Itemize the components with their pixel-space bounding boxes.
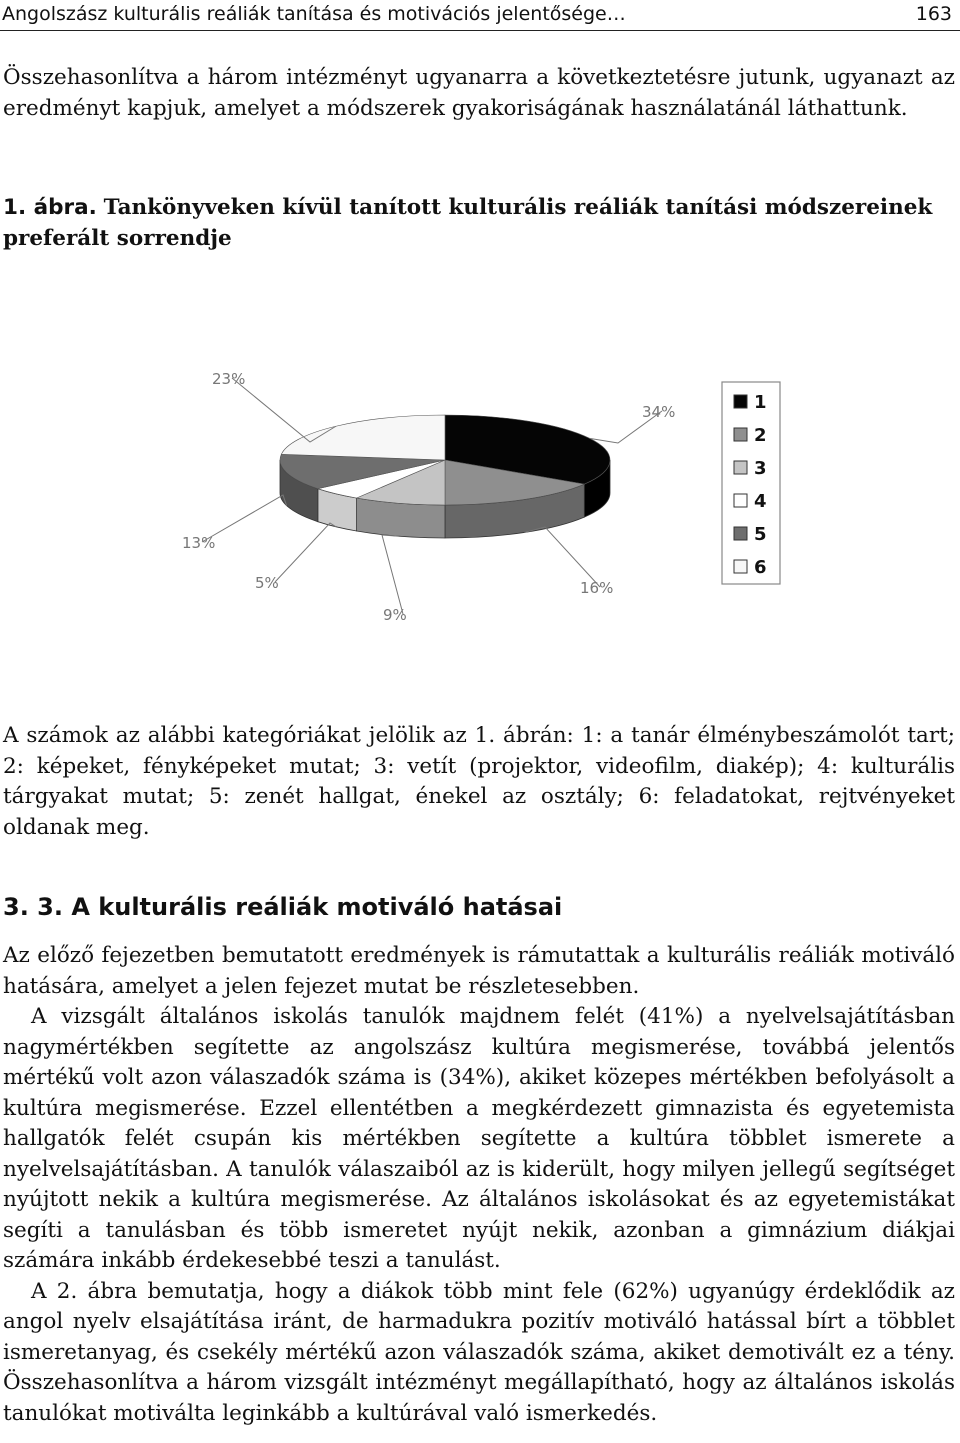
legend-label-6: 6 (754, 557, 767, 578)
figure-note: A számok az alábbi kategóriákat jelölik az 1. ábrán: 1: a tanár élménybeszámolót tart; 2: képeket, fényképeket mutat; 3: vetít (projektor, videofilm, diakép); 4: kulturális tárgyakat mutat; 5: zenét hallgat, énekel az osztály; 6: feladatokat, rejtvényeket oldanak meg. (3, 723, 955, 840)
intro-paragraph: Összehasonlítva a három intézményt ugyanarra a következtetésre jutunk, ugyanazt az eredményt kapjuk, amelyet a módszerek gyakoriságának használatánál láthattunk. (3, 65, 955, 121)
legend-swatch-6 (734, 560, 747, 573)
running-title: Angolszász kulturális reáliák tanítása és motivációs jelentősége… (2, 3, 626, 25)
data-label-5: 13% (182, 534, 216, 552)
pie-chart (160, 355, 800, 635)
page-number: 163 (915, 3, 952, 25)
legend-label-4: 4 (754, 491, 767, 512)
legend-swatch-2 (734, 428, 747, 441)
legend-label-1: 1 (754, 392, 767, 413)
figure-label: 1. ábra. (3, 195, 97, 220)
legend-swatch-1 (734, 395, 747, 408)
paragraph-1: Az előző fejezetben bemutatott eredmények is rámutattak a kulturális reáliák motiváló hatására, amelyet a jelen fejezet mutat be részletesebben. (3, 943, 955, 999)
legend-label-5: 5 (754, 524, 767, 545)
data-label-6: 23% (212, 370, 246, 388)
section-heading: 3. 3. A kulturális reáliák motiváló hatásai (3, 893, 563, 921)
legend-swatch-4 (734, 494, 747, 507)
leader-line-2 (524, 527, 600, 587)
data-label-1: 34% (642, 403, 676, 421)
pie-slice-6 (281, 415, 445, 460)
legend-box (722, 382, 780, 584)
leader-line-4 (275, 523, 336, 582)
legend-label-3: 3 (754, 458, 767, 479)
leader-line-3 (382, 535, 403, 614)
paragraph-2: A vizsgált általános iskolás tanulók majdnem felét (41%) a nyelvelsajátításban nagymértékben segítette az angolszász kultúra megismerése, továbbá jelentős mértékű volt azon válaszadók száma is (34%), akiket közepes mértékben befolyásolt a kultúra megismerése. Ezzel ellentétben a megkérdezett gimnazista és egyetemista hallgatók felét csupán kis mértékben segítette a kultúra többlet ismerete a nyelvelsajátításban. A tanulók válaszaiból az is kiderült, hogy milyen jellegű segítséget nyújtott nekik a kultúra megismerése. Az általános iskolásokat és az egyetemistákat segíti a tanulásban és több ismeretet nyújt nekik, azonban a gimnázium diákjai számára inkább érdekesebbé teszi a tanulást. (3, 1004, 955, 1273)
legend-label-2: 2 (754, 425, 767, 446)
paragraph-3: A 2. ábra bemutatja, hogy a diákok több mint fele (62%) ugyanúgy érdeklődik az angol nyelv elsajátítása iránt, de harmadukra pozitív motiváló hatással bírt a többlet ismeretanyag, és csekély mértékű azon válaszadók száma, akiket demotivált ez a tény. Összehasonlítva a három vizsgált intézményt megállapítható, hogy az általános iskolás tanulókat motiválta leginkább a kultúrával való ismerkedés. (3, 1278, 955, 1426)
legend-swatch-5 (734, 527, 747, 540)
figure-caption (3, 193, 955, 254)
data-label-2: 16% (580, 579, 614, 597)
data-label-4: 5% (255, 574, 279, 592)
figure-caption-text: Tankönyveken kívül tanított kulturális reáliák tanítási módszereinek preferált sorrendje (3, 195, 933, 251)
body-text (3, 941, 955, 1429)
legend-swatch-3 (734, 461, 747, 474)
data-label-3: 9% (383, 606, 407, 624)
running-header (0, 0, 960, 31)
